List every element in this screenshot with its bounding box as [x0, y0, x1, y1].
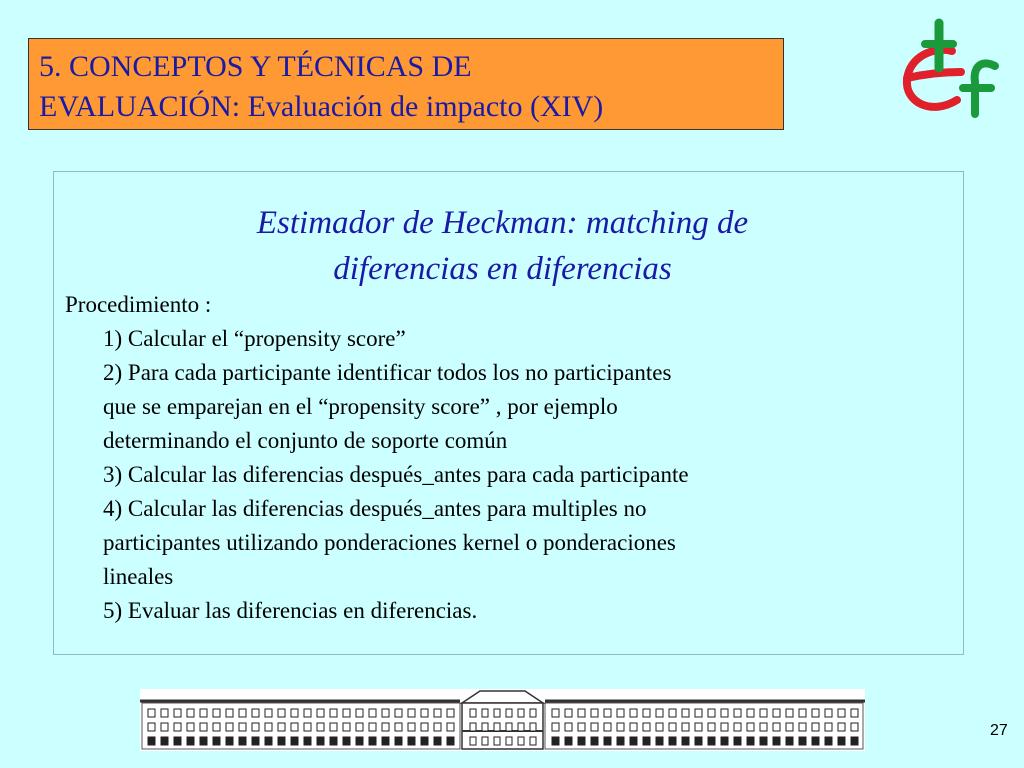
step-line: 1) Calcular el “propensity score”	[103, 326, 406, 351]
content-box	[53, 171, 964, 655]
section-heading	[54, 200, 965, 292]
step-line: que se emparejan en el “propensity score” , por ejemplo	[103, 394, 618, 419]
slide-title-line-1: 5. CONCEPTOS Y TÉCNICAS DE	[39, 50, 472, 83]
page-number: 27	[990, 722, 1008, 739]
ef-logo	[895, 18, 1010, 118]
step-line: 4) Calcular las diferencias después_antes para multiples no	[103, 496, 647, 521]
step-line: 5) Evaluar las diferencias en diferencias.	[103, 598, 478, 623]
step-line: lineales	[103, 564, 174, 589]
step-line: participantes utilizando ponderaciones kernel o ponderaciones	[103, 530, 676, 555]
step-line: 3) Calcular las diferencias después_antes para cada participante	[103, 462, 689, 487]
procedure-label: Procedimiento :	[65, 292, 212, 317]
slide-title-box	[28, 38, 784, 130]
heading-line-2: diferencias en diferencias	[333, 251, 672, 287]
step-line: determinando el conjunto de soporte común	[103, 428, 508, 453]
step-line: 2) Para cada participante identificar todos los no participantes	[103, 360, 672, 385]
procedure-text	[65, 288, 960, 628]
slide-title-line-2: EVALUACIÓN: Evaluación de impacto (XIV)	[39, 90, 604, 123]
university-building-illustration	[140, 689, 865, 751]
heading-line-1: Estimador de Heckman: matching de	[256, 205, 749, 241]
